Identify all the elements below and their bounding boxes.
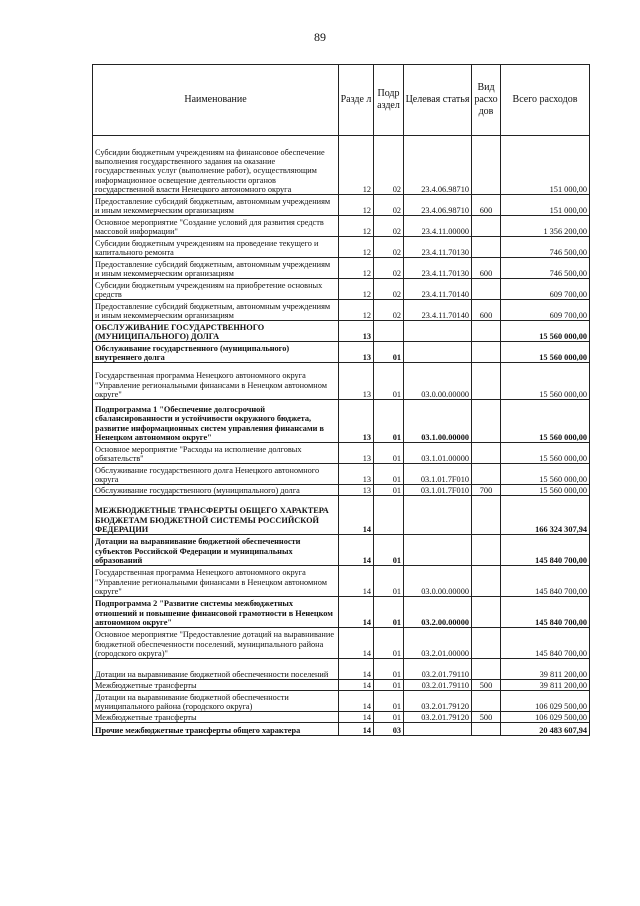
row-total: 145 840 700,00 — [501, 566, 590, 597]
row-name: Подпрограмма 2 "Развитие системы межбюджетных отношений и повышение финансовой грамотности в Ненецком автономном округе" — [93, 597, 339, 628]
row-section: 12 — [339, 216, 374, 237]
row-subsection: 02 — [374, 237, 404, 258]
row-article: 23.4.11.70140 — [404, 279, 472, 300]
row-article: 03.1.01.7F010 — [404, 464, 472, 485]
table-row — [93, 566, 590, 597]
row-total: 39 811 200,00 — [501, 659, 590, 680]
row-article: 03.2.01.79110 — [404, 659, 472, 680]
table-row — [93, 535, 590, 566]
row-expense-type: 600 — [472, 195, 501, 216]
row-section: 14 — [339, 691, 374, 712]
row-name: Предоставление субсидий бюджетным, автономным учреждениям и иным некоммерческим организациям — [93, 300, 339, 321]
row-total: 1 356 200,00 — [501, 216, 590, 237]
row-total: 145 840 700,00 — [501, 535, 590, 566]
row-expense-type — [472, 279, 501, 300]
row-article — [404, 535, 472, 566]
table-row — [93, 485, 590, 496]
row-expense-type: 600 — [472, 300, 501, 321]
row-article — [404, 496, 472, 535]
row-article: 03.1.01.00000 — [404, 443, 472, 464]
row-name: Дотации на выравнивание бюджетной обеспеченности муниципального района (городского округа) — [93, 691, 339, 712]
row-expense-type — [472, 464, 501, 485]
row-subsection: 01 — [374, 535, 404, 566]
row-section: 13 — [339, 363, 374, 400]
row-article: 03.1.01.7F010 — [404, 485, 472, 496]
row-section: 12 — [339, 300, 374, 321]
row-total: 106 029 500,00 — [501, 712, 590, 723]
row-subsection: 02 — [374, 195, 404, 216]
row-expense-type: 700 — [472, 485, 501, 496]
row-expense-type — [472, 659, 501, 680]
row-total: 166 324 307,94 — [501, 496, 590, 535]
row-subsection: 02 — [374, 258, 404, 279]
row-name: Прочие межбюджетные трансферты общего характера — [93, 723, 339, 736]
row-expense-type: 500 — [472, 680, 501, 691]
row-total: 20 483 607,94 — [501, 723, 590, 736]
row-section: 13 — [339, 485, 374, 496]
column-header-article: Целевая статья — [404, 65, 472, 136]
row-section: 14 — [339, 723, 374, 736]
column-header-expense-type: Вид расхо дов — [472, 65, 501, 136]
table-row — [93, 496, 590, 535]
row-section: 14 — [339, 659, 374, 680]
row-name: Обслуживание государственного долга Ненецкого автономного округа — [93, 464, 339, 485]
row-subsection: 01 — [374, 464, 404, 485]
row-expense-type — [472, 400, 501, 443]
table-row — [93, 342, 590, 363]
row-expense-type — [472, 363, 501, 400]
column-header-section: Разде л — [339, 65, 374, 136]
row-total: 15 560 000,00 — [501, 400, 590, 443]
row-article: 23.4.06.98710 — [404, 195, 472, 216]
row-section: 12 — [339, 237, 374, 258]
table-row — [93, 400, 590, 443]
row-total: 609 700,00 — [501, 300, 590, 321]
budget-table — [92, 64, 590, 736]
row-expense-type: 600 — [472, 258, 501, 279]
row-total: 15 560 000,00 — [501, 485, 590, 496]
row-name: МЕЖБЮДЖЕТНЫЕ ТРАНСФЕРТЫ ОБЩЕГО ХАРАКТЕРА БЮДЖЕТАМ БЮДЖЕТНОЙ СИСТЕМЫ РОССИЙСКОЙ ФЕДЕРАЦИИ — [93, 496, 339, 535]
row-name: Государственная программа Ненецкого автономного округа "Управление региональными финансами в Ненецком автономном округе" — [93, 363, 339, 400]
row-expense-type — [472, 216, 501, 237]
row-name: Субсидии бюджетным учреждениям на финансовое обеспечение выполнения государственного задания на оказание государственных услуг (выполнение работ), осуществляющим информационное освещение деятельности органов государственной власти Ненецкого автономного округа — [93, 136, 339, 195]
row-name: Подпрограмма 1 "Обеспечение долгосрочной сбалансированности и устойчивости окружного бюджета, развитие информационных систем управления финансами в Ненецком автономном округе" — [93, 400, 339, 443]
row-subsection: 01 — [374, 566, 404, 597]
row-article — [404, 342, 472, 363]
row-subsection — [374, 496, 404, 535]
row-subsection: 01 — [374, 342, 404, 363]
table-row — [93, 363, 590, 400]
row-article: 23.4.11.70140 — [404, 300, 472, 321]
row-subsection: 02 — [374, 300, 404, 321]
row-subsection: 01 — [374, 400, 404, 443]
row-article: 03.2.00.00000 — [404, 597, 472, 628]
row-total: 106 029 500,00 — [501, 691, 590, 712]
row-subsection: 01 — [374, 628, 404, 659]
table-row — [93, 712, 590, 723]
row-subsection — [374, 321, 404, 342]
row-article: 03.0.00.00000 — [404, 363, 472, 400]
row-expense-type — [472, 566, 501, 597]
table-row — [93, 279, 590, 300]
row-article: 23.4.11.70130 — [404, 237, 472, 258]
row-article: 03.2.01.79110 — [404, 680, 472, 691]
row-section: 14 — [339, 680, 374, 691]
table-row — [93, 195, 590, 216]
row-total: 609 700,00 — [501, 279, 590, 300]
row-expense-type — [472, 628, 501, 659]
table-row — [93, 680, 590, 691]
table-row — [93, 216, 590, 237]
row-expense-type — [472, 723, 501, 736]
row-section: 12 — [339, 136, 374, 195]
row-name: Субсидии бюджетным учреждениям на приобретение основных средств — [93, 279, 339, 300]
row-section: 14 — [339, 496, 374, 535]
table-row — [93, 300, 590, 321]
row-article: 03.2.01.00000 — [404, 628, 472, 659]
row-name: Дотации на выравнивание бюджетной обеспеченности субъектов Российской Федерации и муниципальных образований — [93, 535, 339, 566]
row-subsection: 01 — [374, 363, 404, 400]
row-section: 13 — [339, 321, 374, 342]
table-row — [93, 597, 590, 628]
row-expense-type — [472, 342, 501, 363]
row-total: 145 840 700,00 — [501, 628, 590, 659]
row-expense-type — [472, 237, 501, 258]
row-name: ОБСЛУЖИВАНИЕ ГОСУДАРСТВЕННОГО (МУНИЦИПАЛЬНОГО) ДОЛГА — [93, 321, 339, 342]
row-expense-type — [472, 597, 501, 628]
row-name: Основное мероприятие "Создание условий для развития средств массовой информации" — [93, 216, 339, 237]
row-name: Предоставление субсидий бюджетным, автономным учреждениям и иным некоммерческим организациям — [93, 195, 339, 216]
table-row — [93, 258, 590, 279]
row-section: 14 — [339, 597, 374, 628]
row-article: 23.4.11.00000 — [404, 216, 472, 237]
column-header-subsection: Подр аздел — [374, 65, 404, 136]
row-section: 12 — [339, 195, 374, 216]
table-row — [93, 464, 590, 485]
table-row — [93, 237, 590, 258]
row-article: 03.2.01.79120 — [404, 691, 472, 712]
column-header-total: Всего расходов — [501, 65, 590, 136]
row-section: 13 — [339, 342, 374, 363]
row-name: Субсидии бюджетным учреждениям на проведение текущего и капитального ремонта — [93, 237, 339, 258]
row-expense-type: 500 — [472, 712, 501, 723]
table-row — [93, 659, 590, 680]
row-total: 15 560 000,00 — [501, 342, 590, 363]
row-section: 12 — [339, 258, 374, 279]
column-header-name: Наименование — [93, 65, 339, 136]
row-total: 39 811 200,00 — [501, 680, 590, 691]
row-article: 23.4.11.70130 — [404, 258, 472, 279]
row-name: Дотации на выравнивание бюджетной обеспеченности поселений — [93, 659, 339, 680]
row-section: 14 — [339, 628, 374, 659]
row-section: 12 — [339, 279, 374, 300]
row-total: 746 500,00 — [501, 258, 590, 279]
row-subsection: 01 — [374, 485, 404, 496]
row-expense-type — [472, 136, 501, 195]
table-row — [93, 723, 590, 736]
row-total: 15 560 000,00 — [501, 464, 590, 485]
row-subsection: 02 — [374, 136, 404, 195]
row-section: 14 — [339, 535, 374, 566]
row-subsection: 01 — [374, 691, 404, 712]
table-header-row — [93, 65, 590, 136]
row-section: 13 — [339, 443, 374, 464]
row-article — [404, 321, 472, 342]
row-section: 13 — [339, 464, 374, 485]
row-article — [404, 723, 472, 736]
row-section: 14 — [339, 566, 374, 597]
row-name: Межбюджетные трансферты — [93, 680, 339, 691]
row-expense-type — [472, 691, 501, 712]
row-article: 03.1.00.00000 — [404, 400, 472, 443]
table-row — [93, 691, 590, 712]
row-total: 15 560 000,00 — [501, 321, 590, 342]
row-total: 151 000,00 — [501, 136, 590, 195]
row-name: Государственная программа Ненецкого автономного округа "Управление региональными финансами в Ненецком автономном округе" — [93, 566, 339, 597]
table-row — [93, 628, 590, 659]
row-article: 03.0.00.00000 — [404, 566, 472, 597]
table-row — [93, 136, 590, 195]
row-article: 23.4.06.98710 — [404, 136, 472, 195]
table-row — [93, 443, 590, 464]
row-name: Обслуживание государственного (муниципального) внутреннего долга — [93, 342, 339, 363]
row-name: Основное мероприятие "Предоставление дотаций на выравнивание бюджетной обеспеченности поселений, муниципального района (городского округа)" — [93, 628, 339, 659]
row-subsection: 03 — [374, 723, 404, 736]
row-subsection: 01 — [374, 597, 404, 628]
row-subsection: 01 — [374, 712, 404, 723]
row-name: Межбюджетные трансферты — [93, 712, 339, 723]
row-article: 03.2.01.79120 — [404, 712, 472, 723]
row-expense-type — [472, 443, 501, 464]
row-subsection: 01 — [374, 443, 404, 464]
row-section: 13 — [339, 400, 374, 443]
row-subsection: 02 — [374, 216, 404, 237]
row-subsection: 01 — [374, 680, 404, 691]
row-subsection: 02 — [374, 279, 404, 300]
row-name: Предоставление субсидий бюджетным, автономным учреждениям и иным некоммерческим организациям — [93, 258, 339, 279]
row-expense-type — [472, 321, 501, 342]
row-expense-type — [472, 496, 501, 535]
row-section: 14 — [339, 712, 374, 723]
row-name: Основное мероприятие "Расходы на исполнение долговых обязательств" — [93, 443, 339, 464]
row-total: 15 560 000,00 — [501, 443, 590, 464]
table-row — [93, 321, 590, 342]
row-total: 145 840 700,00 — [501, 597, 590, 628]
row-total: 15 560 000,00 — [501, 363, 590, 400]
row-subsection: 01 — [374, 659, 404, 680]
table-body — [93, 136, 590, 736]
row-total: 151 000,00 — [501, 195, 590, 216]
row-name: Обслуживание государственного (муниципального) долга — [93, 485, 339, 496]
row-total: 746 500,00 — [501, 237, 590, 258]
page-number: 89 — [314, 30, 326, 44]
row-expense-type — [472, 535, 501, 566]
